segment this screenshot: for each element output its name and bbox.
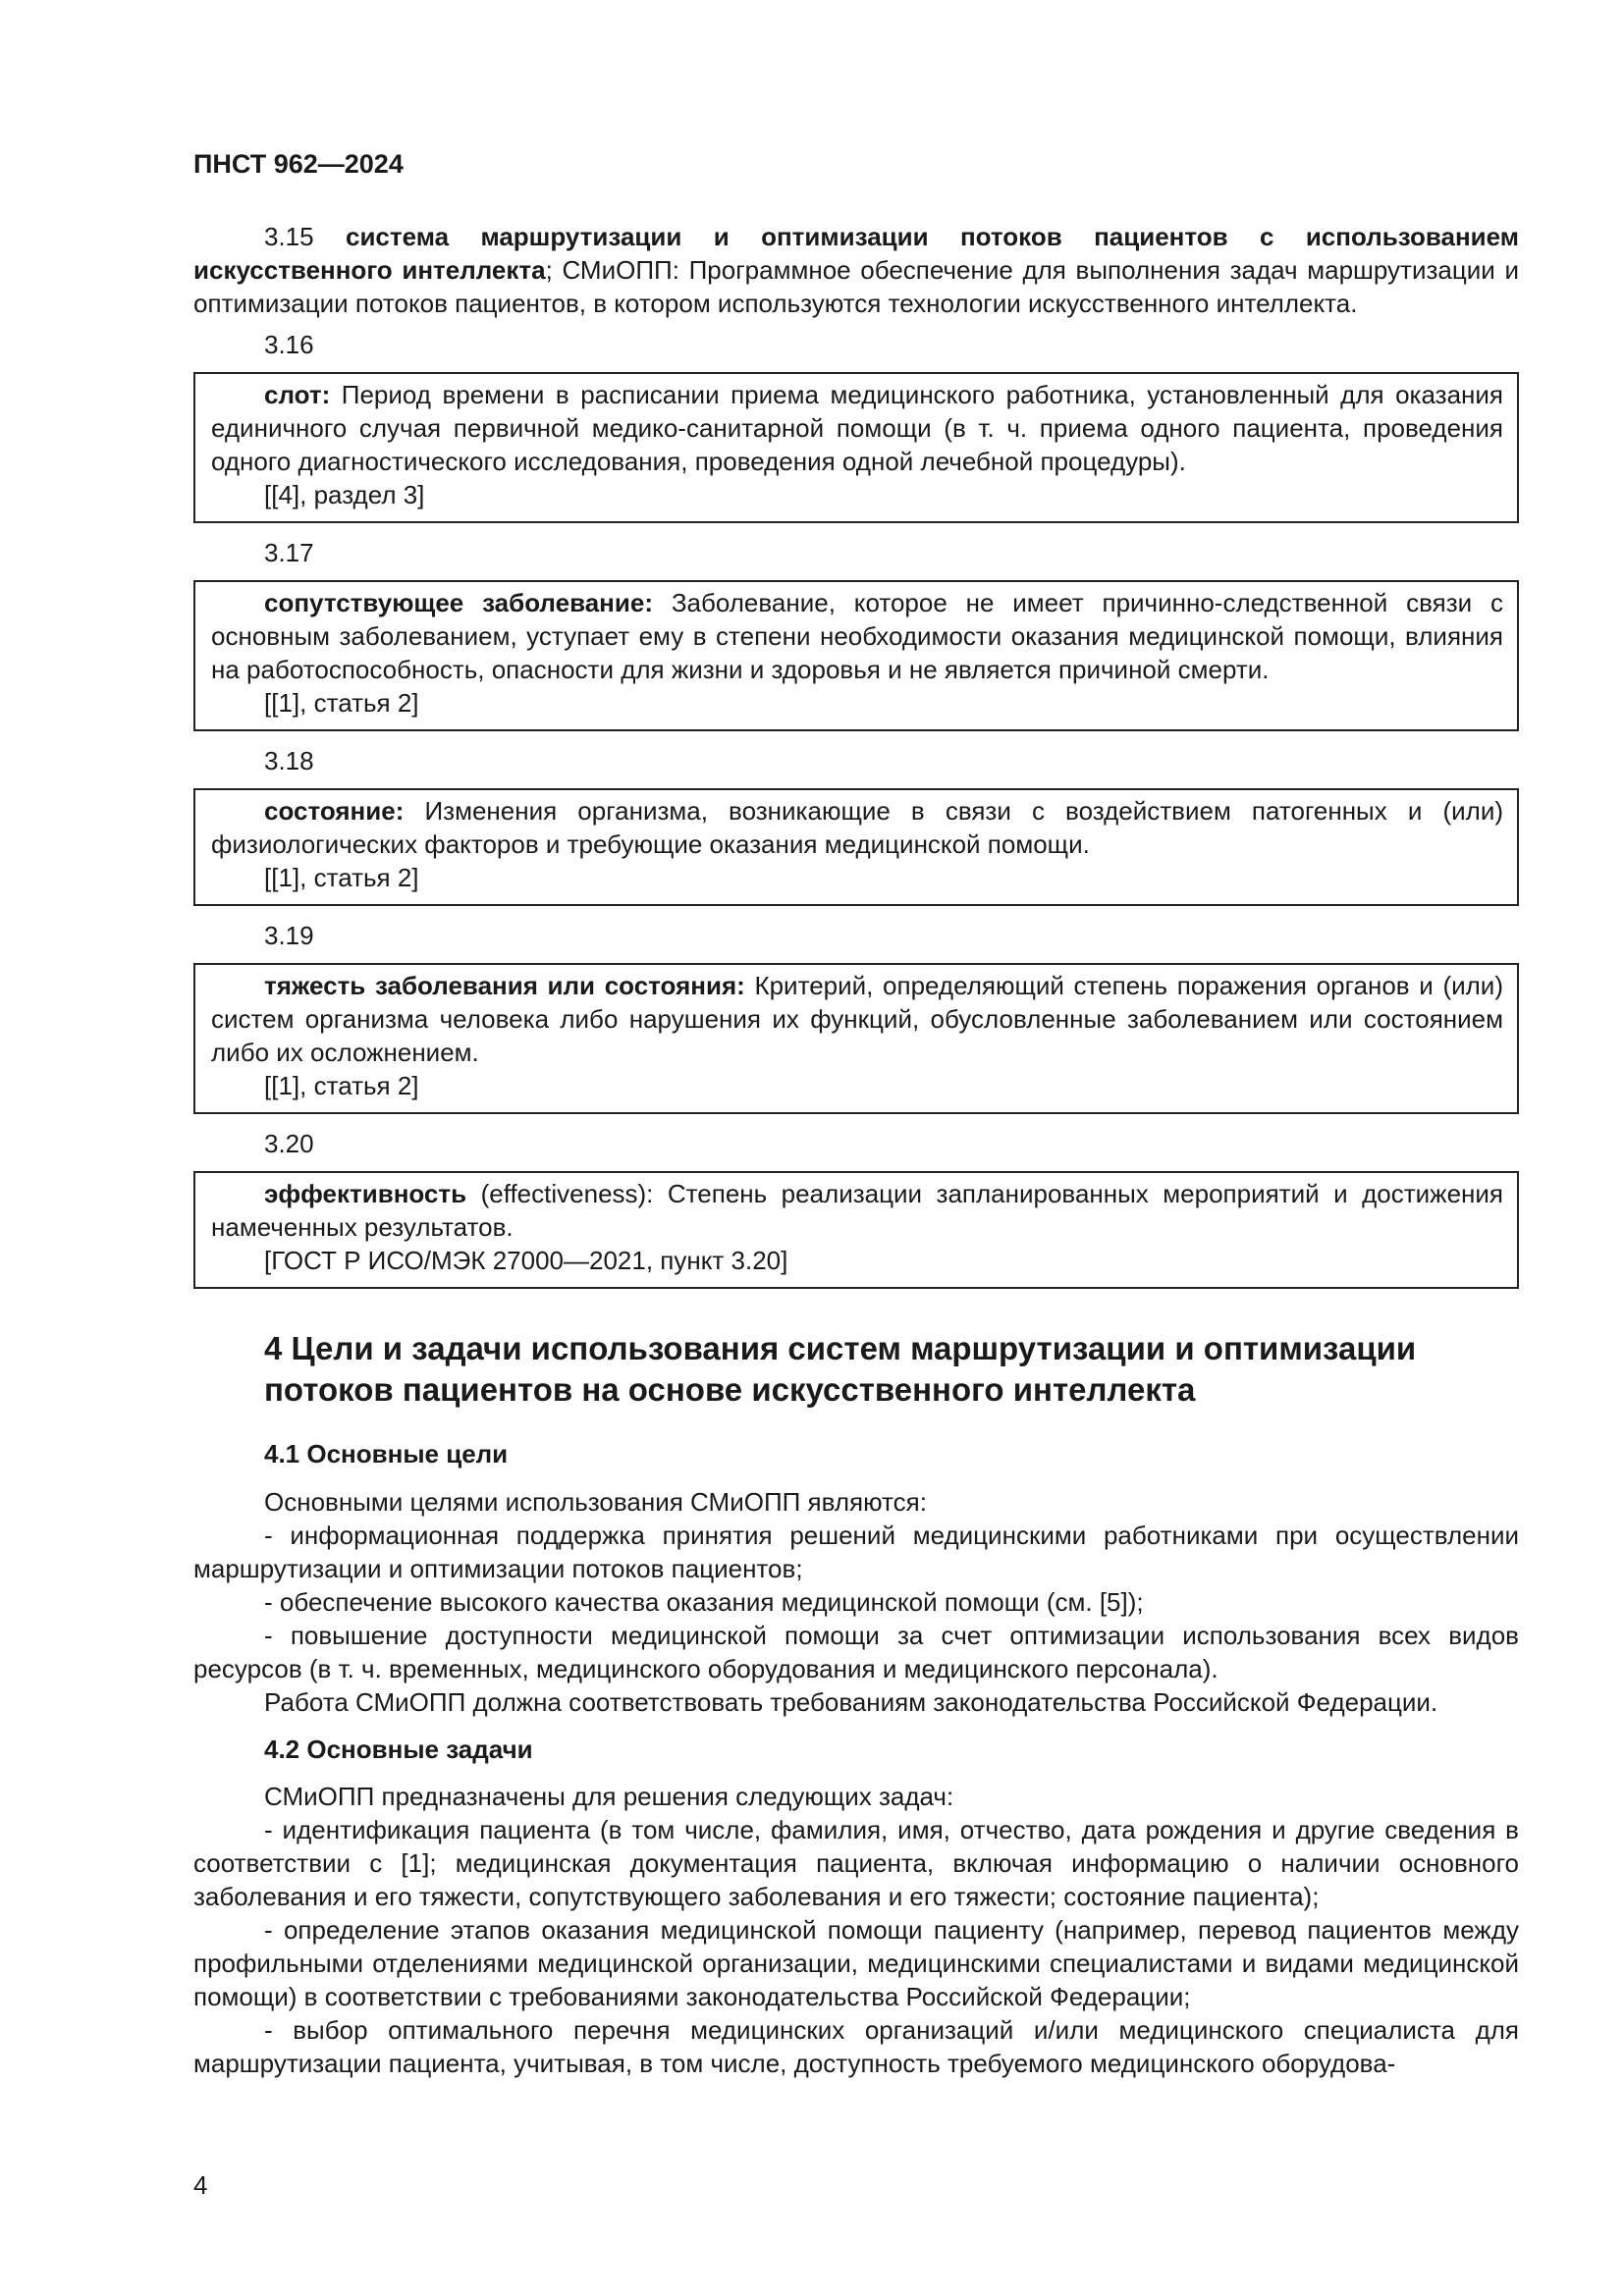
- subsection-4-1-heading: 4.1 Основные цели: [264, 1439, 509, 1468]
- term-box-3-17: [193, 580, 1519, 731]
- source-3-18: [[1], статья 2]: [264, 863, 419, 892]
- goals-closing: Работа СМиОПП должна соответствовать требованиям законодательства Российской Федерации.: [264, 1687, 1438, 1717]
- term-3-16: слот:: [264, 380, 331, 409]
- item-3-20-number: 3.20: [264, 1129, 314, 1158]
- term-3-17: сопутствующее заболевание:: [264, 588, 653, 617]
- task-item: - выбор оптимального перечня медицинских организаций и/или медицинского специалиста для маршрутизации пациента, учитывая, в том числе, доступность требуемого медицинского оборудова-: [193, 2015, 1519, 2078]
- section-4-heading: 4 Цели и задачи использования систем маршрутизации и оптимизации потоков пациентов на основе искусственного интеллекта: [264, 1330, 1417, 1408]
- source-3-17: [[1], статья 2]: [264, 688, 419, 718]
- source-3-20: [ГОСТ Р ИСО/МЭК 27000—2021, пункт 3.20]: [264, 1246, 788, 1275]
- definition-3-20: (effectiveness): Степень реализации запланированных мероприятий и достижения намеченных результатов.: [211, 1179, 1503, 1242]
- definition-3-16: Период времени в расписании приема медицинского работника, установленный для оказания единичного случая первичной медико-санитарной помощи (в т. ч. приема одного пациента, проведения одного диагностического исследования, проведения одной лечебной процедуры).: [211, 380, 1503, 476]
- goal-item: - обеспечение высокого качества оказания медицинской помощи (см. [5]);: [264, 1587, 1144, 1617]
- task-item: - определение этапов оказания медицинской помощи пациенту (например, перевод пациентов между профильными отделениями медицинской организации, медицинскими специалистами и видами медицинской помощи) в соответствии с требованиями законодательства Российской Федерации;: [193, 1915, 1519, 2011]
- item-3-15-rest: ; СМиОПП: Программное обеспечение для выполнения задач маршрутизации и оптимизации потоков пациентов, в котором используются технологии искусственного интеллекта.: [193, 255, 1519, 318]
- term-3-20: эффективность: [264, 1179, 467, 1208]
- tasks-intro: СМиОПП предназначены для решения следующих задач:: [264, 1782, 954, 1811]
- goal-item: - повышение доступности медицинской помощи за счет оптимизации использования всех видов ресурсов (в т. ч. временных, медицинского оборудования и медицинского персонала).: [193, 1621, 1519, 1683]
- term-box-3-19: [193, 963, 1519, 1114]
- item-3-18-number: 3.18: [264, 746, 314, 775]
- goal-item: - информационная поддержка принятия решений медицинскими работниками при осуществлении маршрутизации и оптимизации потоков пациентов;: [193, 1521, 1519, 1583]
- subsection-4-2-body: [193, 1780, 1519, 2080]
- page-number: 4: [193, 2170, 208, 2200]
- item-3-16-number: 3.16: [264, 330, 314, 359]
- term-3-18: состояние:: [264, 796, 405, 826]
- term-box-3-18: [193, 788, 1519, 906]
- subsection-4-1-body: [193, 1485, 1519, 1719]
- definition-3-17: Заболевание, которое не имеет причинно-следственной связи с основным заболеванием, уступает ему в степени необходимости оказания медицинской помощи, влияния на работоспособность, опасности для жизни и здоровья и не является причиной смерти.: [211, 588, 1503, 684]
- term-3-19: тяжесть заболевания или состояния:: [264, 971, 745, 1000]
- source-3-16: [[4], раздел 3]: [264, 480, 425, 509]
- item-3-15-number: 3.15: [264, 222, 314, 251]
- source-3-19: [[1], статья 2]: [264, 1071, 419, 1100]
- standard-code: ПНСТ 962—2024: [193, 149, 404, 179]
- term-box-3-20: [193, 1171, 1519, 1289]
- goals-intro: Основными целями использования СМиОПП являются:: [264, 1487, 927, 1517]
- definition-3-19: Критерий, определяющий степень поражения органов и (или) систем организма человека либо нарушения их функций, обусловленные заболеванием или состоянием либо их осложнением.: [211, 971, 1503, 1067]
- subsection-4-2-heading: 4.2 Основные задачи: [264, 1735, 533, 1764]
- item-3-17-number: 3.17: [264, 538, 314, 567]
- item-3-15-term: система маршрутизации и оптимизации потоков пациентов с использованием искусственного интеллекта: [193, 222, 1519, 285]
- term-box-3-16: [193, 372, 1519, 523]
- definition-3-18: Изменения организма, возникающие в связи с воздействием патогенных и (или) физиологических факторов и требующие оказания медицинской помощи.: [211, 796, 1503, 859]
- task-item: - идентификация пациента (в том числе, фамилия, имя, отчество, дата рождения и другие сведения в соответствии с [1]; медицинская документация пациента, включая информацию о наличии основного заболевания и его тяжести, сопутствующего заболевания и его тяжести; состояние пациента);: [193, 1815, 1519, 1911]
- item-3-15: [193, 220, 1519, 320]
- item-3-19-number: 3.19: [264, 921, 314, 950]
